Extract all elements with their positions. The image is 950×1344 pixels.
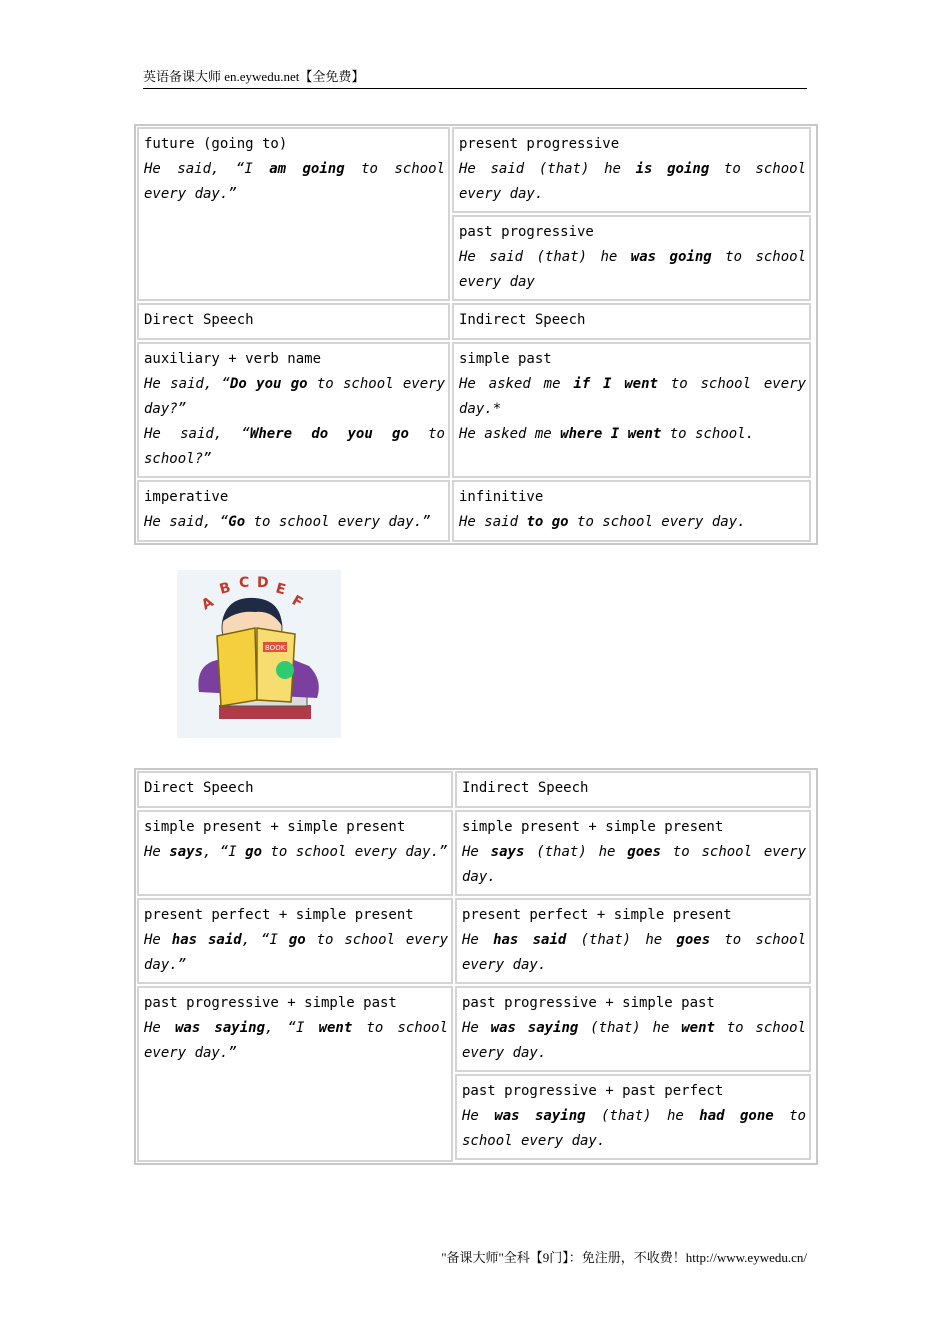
example-sentence: He said to go to school every day.	[459, 514, 746, 530]
example-sentence: He asked me if I went to school every day.*	[459, 376, 806, 417]
example-sentence: He has said, “I go to school every day.”	[144, 932, 448, 973]
example-sentence: He says (that) he goes to school every day.	[462, 844, 806, 885]
cell-heading: auxiliary + verb name	[144, 351, 322, 367]
letter-f: F	[289, 592, 306, 612]
cell-heading: past progressive + past perfect	[462, 1083, 724, 1099]
cell-heading: imperative	[144, 489, 229, 505]
column-header-direct: Direct Speech	[137, 303, 450, 340]
future-direct-cell	[137, 127, 450, 301]
table-row	[136, 126, 816, 302]
simple-past-indirect-cell	[452, 342, 811, 478]
speech-table-2	[134, 768, 818, 1165]
past-perfect-indirect-cell	[455, 1074, 811, 1160]
cell-heading: present perfect + simple present	[462, 907, 732, 923]
cell-heading: simple present + simple present	[462, 819, 724, 835]
cell-heading: past progressive	[459, 224, 594, 240]
example-sentence: He asked me where I went to school.	[459, 426, 755, 442]
past-progressive-direct-cell	[137, 986, 453, 1162]
infinitive-indirect-cell	[452, 480, 811, 542]
future-indirect-column	[451, 126, 812, 302]
example-sentence: He has said (that) he goes to school every day.	[462, 932, 806, 973]
letter-c: C	[239, 575, 250, 591]
column-header-indirect: Indirect Speech	[455, 771, 811, 808]
cell-heading: present progressive	[459, 136, 620, 152]
past-simple-indirect-cell	[455, 986, 811, 1072]
cell-heading: past progressive + simple past	[462, 995, 715, 1011]
example-sentence: He said (that) he is going to school every day.	[459, 161, 806, 202]
boy-reading-illustration	[177, 570, 341, 738]
auxiliary-direct-cell	[137, 342, 450, 478]
imperative-direct-cell	[137, 480, 450, 542]
letter-a: A	[199, 594, 217, 614]
table-row	[136, 809, 816, 897]
letter-e: E	[273, 580, 288, 599]
past-progressive-indirect-column	[454, 985, 812, 1163]
cell-heading: future (going to)	[144, 136, 288, 152]
simple-present-indirect-cell	[455, 810, 811, 896]
speech-table-1	[134, 124, 818, 545]
column-header-indirect: Indirect Speech	[452, 303, 811, 340]
cell-heading: past progressive + simple past	[144, 995, 397, 1011]
column-header-direct: Direct Speech	[137, 771, 453, 808]
cell-heading: present perfect + simple present	[144, 907, 414, 923]
example-sentence: He was saying (that) he had gone to school every day.	[462, 1108, 806, 1149]
page-header: 英语备课大师 en.eywedu.net【全免费】	[143, 66, 807, 89]
book-cover-label: BOOK	[265, 644, 286, 652]
letter-b: B	[217, 579, 233, 598]
page-footer: "备课大师"全科【9门】：免注册，不收费！http://www.eywedu.cn/	[441, 1250, 807, 1265]
present-progressive-cell	[452, 127, 811, 213]
table-row	[136, 341, 816, 479]
cell-heading: simple present + simple present	[144, 819, 406, 835]
cell-heading: simple past	[459, 351, 552, 367]
simple-present-direct-cell	[137, 810, 453, 896]
example-sentence: He was saying (that) he went to school every day.	[462, 1020, 806, 1061]
table-row	[136, 897, 816, 985]
book-left-page	[217, 628, 257, 706]
table-row	[136, 479, 816, 543]
example-sentence: He said, “Do you go to school every day?”	[144, 376, 446, 417]
past-progressive-cell	[452, 215, 811, 301]
table-row	[136, 302, 816, 341]
example-sentence: He said, “Where do you go to school?”	[144, 426, 445, 467]
present-perfect-indirect-cell	[455, 898, 811, 984]
example-sentence: He said (that) he was going to school every day	[459, 249, 807, 290]
example-sentence: He was saying, “I went to school every day.”	[144, 1020, 448, 1061]
book-stack-bottom	[219, 705, 311, 719]
table-row	[136, 985, 816, 1163]
example-sentence: He said, “I am going to school every day.”	[144, 161, 445, 202]
present-perfect-direct-cell	[137, 898, 453, 984]
example-sentence: He said, “Go to school every day.”	[144, 514, 431, 530]
table-row	[136, 770, 816, 809]
example-sentence: He says, “I go to school every day.”	[144, 844, 448, 860]
letter-d: D	[257, 575, 269, 591]
cell-heading: infinitive	[459, 489, 544, 505]
